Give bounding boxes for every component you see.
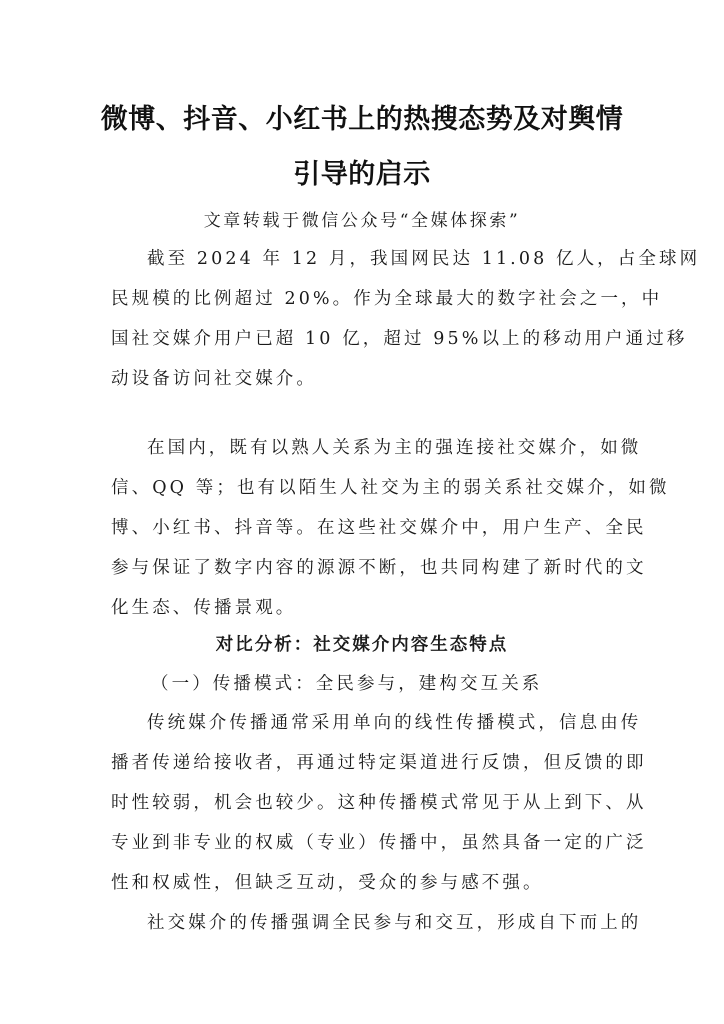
paragraph-1-line-3: 国社交媒介用户已超 10 亿，超过 95%以上的移动用户通过移 [111,329,688,349]
paragraph-1-line-2: 民规模的比例超过 20%。作为全球最大的数字社会之一，中 [111,289,663,309]
document-title-line-2: 引导的启示 [293,159,431,190]
section-paragraph-1-line-3: 时性较弱，机会也较少。这种传播模式常见于从上到下、从 [111,793,647,813]
paragraph-2-line-1: 在国内，既有以熟人关系为主的强连接社交媒介，如微 [147,438,642,458]
paragraph-2-line-3: 博、小红书、抖音等。在这些社交媒介中，用户生产、全民 [111,518,647,538]
section-paragraph-1-line-2: 播者传递给接收者，再通过特定渠道进行反馈，但反馈的即 [111,753,647,773]
paragraph-2-line-4: 参与保证了数字内容的源源不断，也共同构建了新时代的文 [111,558,647,578]
subsection-heading: （一）传播模式：全民参与，建构交互关系 [151,674,543,694]
paragraph-1-line-1: 截至 2024 年 12 月，我国网民达 11.08 亿人，占全球网 [147,249,701,269]
paragraph-2-line-2: 信、QQ 等；也有以陌生人社交为主的弱关系社交媒介，如微 [111,478,670,498]
paragraph-2-line-5: 化生态、传播景观。 [111,598,297,618]
source-note: 文章转载于微信公众号“全媒体探索” [203,211,521,231]
section-paragraph-1-line-4: 专业到非专业的权威（专业）传播中，虽然具备一定的广泛 [111,833,647,853]
section-paragraph-1-line-1: 传统媒介传播通常采用单向的线性传播模式，信息由传 [147,713,642,733]
section-paragraph-2-line-1: 社交媒介的传播强调全民参与和交互，形成自下而上的 [147,913,642,933]
paragraph-1-line-4: 动设备访问社交媒介。 [111,369,317,389]
section-paragraph-1-line-5: 性和权威性，但缺乏互动，受众的参与感不强。 [111,873,544,893]
document-title-line-1: 微博、抖音、小红书上的热搜态势及对舆情 [100,104,624,135]
section-heading: 对比分析：社交媒介内容生态特点 [215,635,509,655]
